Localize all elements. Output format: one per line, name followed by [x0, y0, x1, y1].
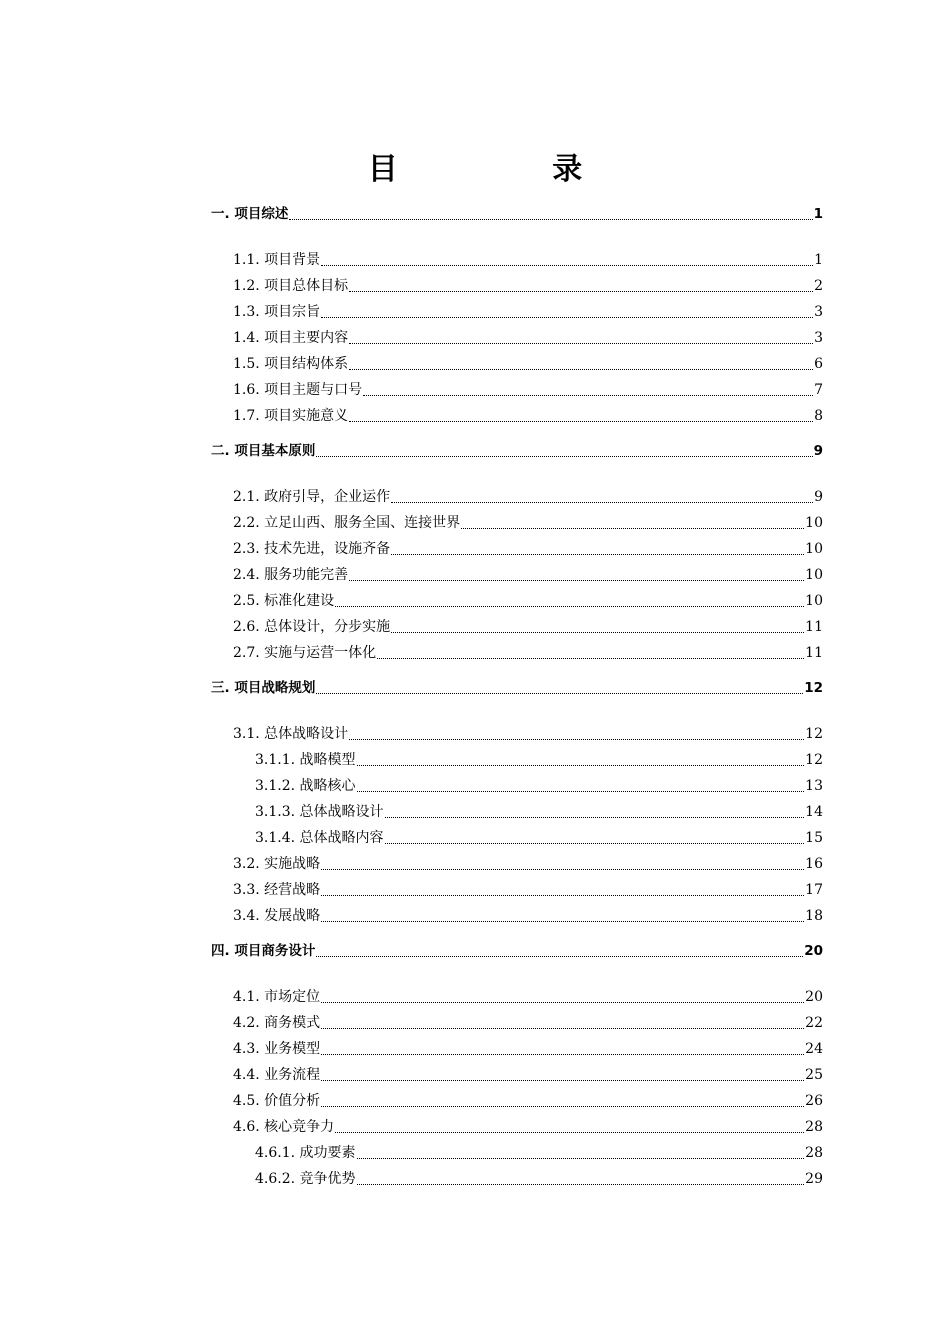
dot-leader — [335, 606, 804, 607]
toc-entry-label: 2.1. 政府引导，企业运作 — [233, 489, 391, 505]
toc-entry-label: 4.2. 商务模式 — [233, 1015, 321, 1031]
toc-entry-label: 4.1. 市场定位 — [233, 989, 321, 1005]
dot-leader — [461, 528, 804, 529]
toc-page-number: 1 — [814, 252, 823, 268]
toc-page-number: 16 — [805, 856, 823, 872]
toc-entry-label: 2.2. 立足山西、服务全国、连接世界 — [233, 515, 461, 531]
toc-entry[interactable] — [233, 987, 823, 1007]
toc-entry[interactable] — [233, 487, 823, 507]
toc-entry-label: 1.2. 项目总体目标 — [233, 278, 349, 294]
toc-page-number: 12 — [804, 680, 823, 696]
dot-leader — [335, 1132, 804, 1133]
toc-entry[interactable] — [255, 776, 823, 796]
toc-entry[interactable] — [255, 828, 823, 848]
toc-chapter[interactable] — [211, 678, 823, 698]
toc-entry-label: 1.1. 项目背景 — [233, 252, 321, 268]
toc-page-number: 18 — [805, 908, 823, 924]
toc-page-number: 26 — [805, 1093, 823, 1109]
dot-leader — [377, 658, 804, 659]
dot-leader — [349, 291, 813, 292]
toc-page-number: 8 — [814, 408, 823, 424]
dot-leader — [289, 219, 812, 220]
dot-leader — [321, 265, 813, 266]
toc-page-number: 12 — [805, 752, 823, 768]
dot-leader — [321, 317, 813, 318]
toc-entry-label: 二. 项目基本原则 — [211, 443, 316, 459]
dot-leader — [316, 693, 803, 694]
toc-page-number: 28 — [805, 1145, 823, 1161]
toc-entry[interactable] — [233, 1117, 823, 1137]
toc-page-number: 11 — [805, 645, 823, 661]
toc-page-number: 9 — [813, 443, 823, 459]
toc-page-number: 13 — [805, 778, 823, 794]
dot-leader — [357, 765, 805, 766]
toc-entry[interactable] — [233, 591, 823, 611]
toc-entry-label: 4.6.1. 成功要素 — [255, 1145, 356, 1161]
toc-entry[interactable] — [233, 854, 823, 874]
toc-entry[interactable] — [233, 880, 823, 900]
toc-page-number: 22 — [805, 1015, 823, 1031]
toc-page-number: 7 — [814, 382, 823, 398]
toc-entry[interactable] — [233, 643, 823, 663]
toc-page-number: 2 — [814, 278, 823, 294]
toc-entry-label: 3.1.2. 战略核心 — [255, 778, 356, 794]
toc-entry-label: 4.4. 业务流程 — [233, 1067, 321, 1083]
toc-page-number: 15 — [805, 830, 823, 846]
toc-entry-label: 2.6. 总体设计，分步实施 — [233, 619, 391, 635]
toc-entry-label: 4.6. 核心竞争力 — [233, 1119, 335, 1135]
toc-entry-label: 四. 项目商务设计 — [211, 943, 316, 959]
toc-entry[interactable] — [233, 724, 823, 744]
toc-entry-label: 3.3. 经营战略 — [233, 882, 321, 898]
toc-entry-label: 2.3. 技术先进，设施齐备 — [233, 541, 391, 557]
toc-entry-label: 1.6. 项目主题与口号 — [233, 382, 363, 398]
toc-entry[interactable] — [255, 750, 823, 770]
dot-leader — [357, 791, 805, 792]
dot-leader — [385, 843, 805, 844]
dot-leader — [321, 1106, 804, 1107]
toc-entry[interactable] — [233, 513, 823, 533]
toc-entry-label: 1.5. 项目结构体系 — [233, 356, 349, 372]
toc-entry[interactable] — [233, 565, 823, 585]
dot-leader — [321, 921, 804, 922]
dot-leader — [321, 1028, 804, 1029]
toc-entry-label: 2.7. 实施与运营一体化 — [233, 645, 377, 661]
toc-page-number: 20 — [805, 989, 823, 1005]
toc-entry[interactable] — [233, 1039, 823, 1059]
toc-page-number: 12 — [805, 726, 823, 742]
dot-leader — [316, 456, 812, 457]
dot-leader — [321, 1080, 804, 1081]
toc-entry[interactable] — [233, 276, 823, 296]
toc-entry-label: 3.1. 总体战略设计 — [233, 726, 349, 742]
toc-page-number: 9 — [814, 489, 823, 505]
toc-page-number: 24 — [805, 1041, 823, 1057]
toc-page-number: 28 — [805, 1119, 823, 1135]
toc-entry-label: 1.3. 项目宗旨 — [233, 304, 321, 320]
toc-entry-label: 3.4. 发展战略 — [233, 908, 321, 924]
dot-leader — [391, 554, 804, 555]
toc-page-number: 10 — [805, 567, 823, 583]
toc-entry-label: 1.4. 项目主要内容 — [233, 330, 349, 346]
toc-entry-label: 3.1.1. 战略模型 — [255, 752, 356, 768]
toc-chapter[interactable] — [211, 441, 823, 461]
toc-entry-label: 三. 项目战略规划 — [211, 680, 316, 696]
dot-leader — [321, 1002, 804, 1003]
toc-chapter[interactable] — [211, 204, 823, 224]
dot-leader — [321, 1054, 804, 1055]
toc-entry[interactable] — [255, 1143, 823, 1163]
toc-entry[interactable] — [233, 354, 823, 374]
dot-leader — [357, 1158, 805, 1159]
toc-page-number: 1 — [813, 206, 823, 222]
toc-entry-label: 3.1.4. 总体战略内容 — [255, 830, 384, 846]
toc-entry-label: 3.1.3. 总体战略设计 — [255, 804, 384, 820]
toc-entry[interactable] — [233, 1091, 823, 1111]
toc-page-number: 3 — [814, 304, 823, 320]
toc-page-number: 20 — [804, 943, 823, 959]
toc-page-number: 29 — [805, 1171, 823, 1187]
dot-leader — [357, 1184, 805, 1185]
toc-page-number: 11 — [805, 619, 823, 635]
toc-entry-label: 4.3. 业务模型 — [233, 1041, 321, 1057]
dot-leader — [349, 739, 804, 740]
toc-entry[interactable] — [233, 406, 823, 426]
toc-entry[interactable] — [233, 906, 823, 926]
toc-entry[interactable] — [233, 250, 823, 270]
toc-entry[interactable] — [255, 1169, 823, 1189]
toc-page-number: 6 — [814, 356, 823, 372]
toc-entry[interactable] — [233, 328, 823, 348]
dot-leader — [321, 869, 804, 870]
toc-entry[interactable] — [233, 1065, 823, 1085]
dot-leader — [321, 895, 804, 896]
toc-chapter[interactable] — [211, 941, 823, 961]
toc-entry-label: 4.6.2. 竞争优势 — [255, 1171, 356, 1187]
toc-entry-label: 1.7. 项目实施意义 — [233, 408, 349, 424]
dot-leader — [349, 580, 804, 581]
dot-leader — [391, 632, 804, 633]
dot-leader — [385, 817, 805, 818]
toc-entry-label: 3.2. 实施战略 — [233, 856, 321, 872]
toc-entry[interactable] — [233, 302, 823, 322]
toc-entry-label: 2.5. 标准化建设 — [233, 593, 335, 609]
toc-page-number: 3 — [814, 330, 823, 346]
toc-entry-label: 4.5. 价值分析 — [233, 1093, 321, 1109]
toc-page-number: 10 — [805, 541, 823, 557]
toc-entry[interactable] — [233, 617, 823, 637]
toc-entry-label: 一. 项目综述 — [211, 206, 289, 222]
toc-entry[interactable] — [233, 1013, 823, 1033]
toc-page-number: 10 — [805, 593, 823, 609]
toc-entry[interactable] — [255, 802, 823, 822]
dot-leader — [391, 502, 813, 503]
toc-page-number: 25 — [805, 1067, 823, 1083]
toc-title: 目 录 — [367, 152, 655, 187]
dot-leader — [349, 343, 813, 344]
dot-leader — [316, 956, 803, 957]
toc-page-number: 10 — [805, 515, 823, 531]
dot-leader — [349, 421, 813, 422]
toc-page-number: 17 — [805, 882, 823, 898]
toc-entry[interactable] — [233, 539, 823, 559]
dot-leader — [363, 395, 813, 396]
toc-page-number: 14 — [805, 804, 823, 820]
toc-entry[interactable] — [233, 380, 823, 400]
toc-entry-label: 2.4. 服务功能完善 — [233, 567, 349, 583]
dot-leader — [349, 369, 813, 370]
